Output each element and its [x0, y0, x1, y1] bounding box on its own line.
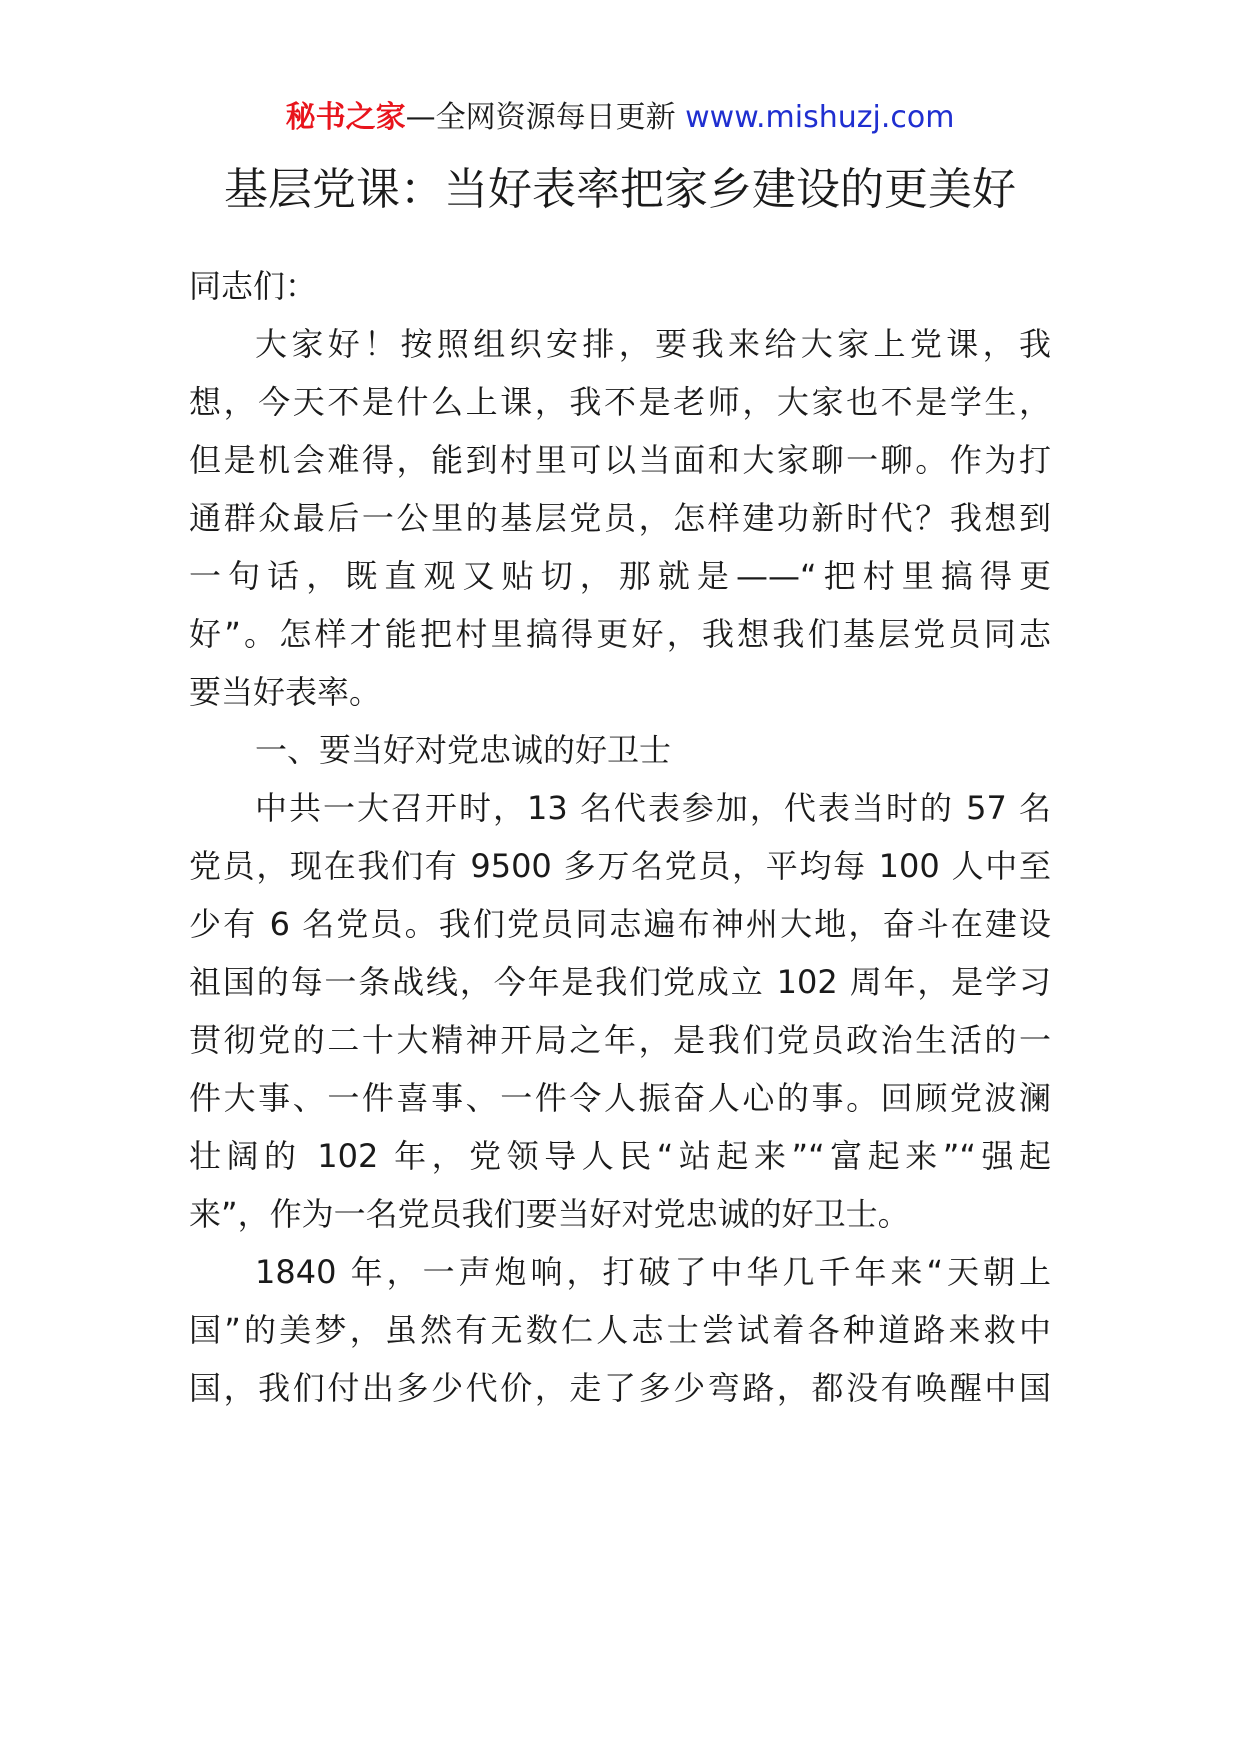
paragraph-line: 祖国的每一条战线，今年是我们党成立 102 周年，是学习 [189, 963, 1051, 1001]
paragraph-line: 壮阔的 102 年，党领导人民“站起来”“富起来”“强起 [189, 1137, 1051, 1175]
paragraph-line: 想，今天不是什么上课，我不是老师，大家也不是学生， [189, 383, 1051, 421]
paragraph-line: 一句话，既直观又贴切，那就是——“把村里搞得更 [189, 557, 1051, 595]
paragraph-line: 中共一大召开时，13 名代表参加，代表当时的 57 名 [255, 789, 1051, 827]
paragraph-line: 要当好表率。 [189, 673, 382, 711]
paragraph-line: 大家好！按照组织安排，要我来给大家上党课，我 [255, 325, 1051, 363]
paragraph-line: 来”，作为一名党员我们要当好对党忠诚的好卫士。 [189, 1195, 910, 1233]
site-url-link[interactable]: www.mishuzj.com [685, 100, 955, 135]
site-brand: 秘书之家 [285, 100, 406, 135]
document-title: 基层党课：当好表率把家乡建设的更美好 [224, 164, 1016, 215]
paragraph-line: 少有 6 名党员。我们党员同志遍布神州大地，奋斗在建设 [189, 905, 1051, 943]
paragraph-line: 好”。怎样才能把村里搞得更好，我想我们基层党员同志 [189, 615, 1051, 653]
paragraph-line: 通群众最后一公里的基层党员，怎样建功新时代？我想到 [189, 499, 1051, 537]
paragraph-line: 但是机会难得，能到村里可以当面和大家聊一聊。作为打 [189, 441, 1051, 479]
salutation: 同志们： [189, 267, 318, 305]
paragraph-line: 党员，现在我们有 9500 多万名党员，平均每 100 人中至 [189, 847, 1051, 885]
paragraph-line: 1840 年，一声炮响，打破了中华几千年来“天朝上 [255, 1253, 1051, 1291]
paragraph-line: 贯彻党的二十大精神开局之年，是我们党员政治生活的一 [189, 1021, 1051, 1059]
paragraph-line: 件大事、一件喜事、一件令人振奋人心的事。回顾党波澜 [189, 1079, 1051, 1117]
paragraph-line: 国，我们付出多少代价，走了多少弯路，都没有唤醒中国 [189, 1369, 1051, 1407]
site-header [0, 98, 1240, 138]
site-slogan: —全网资源每日更新 [405, 100, 686, 135]
section-heading: 一、要当好对党忠诚的好卫士 [255, 731, 672, 769]
paragraph-line: 国”的美梦，虽然有无数仁人志士尝试着各种道路来救中 [189, 1311, 1051, 1349]
